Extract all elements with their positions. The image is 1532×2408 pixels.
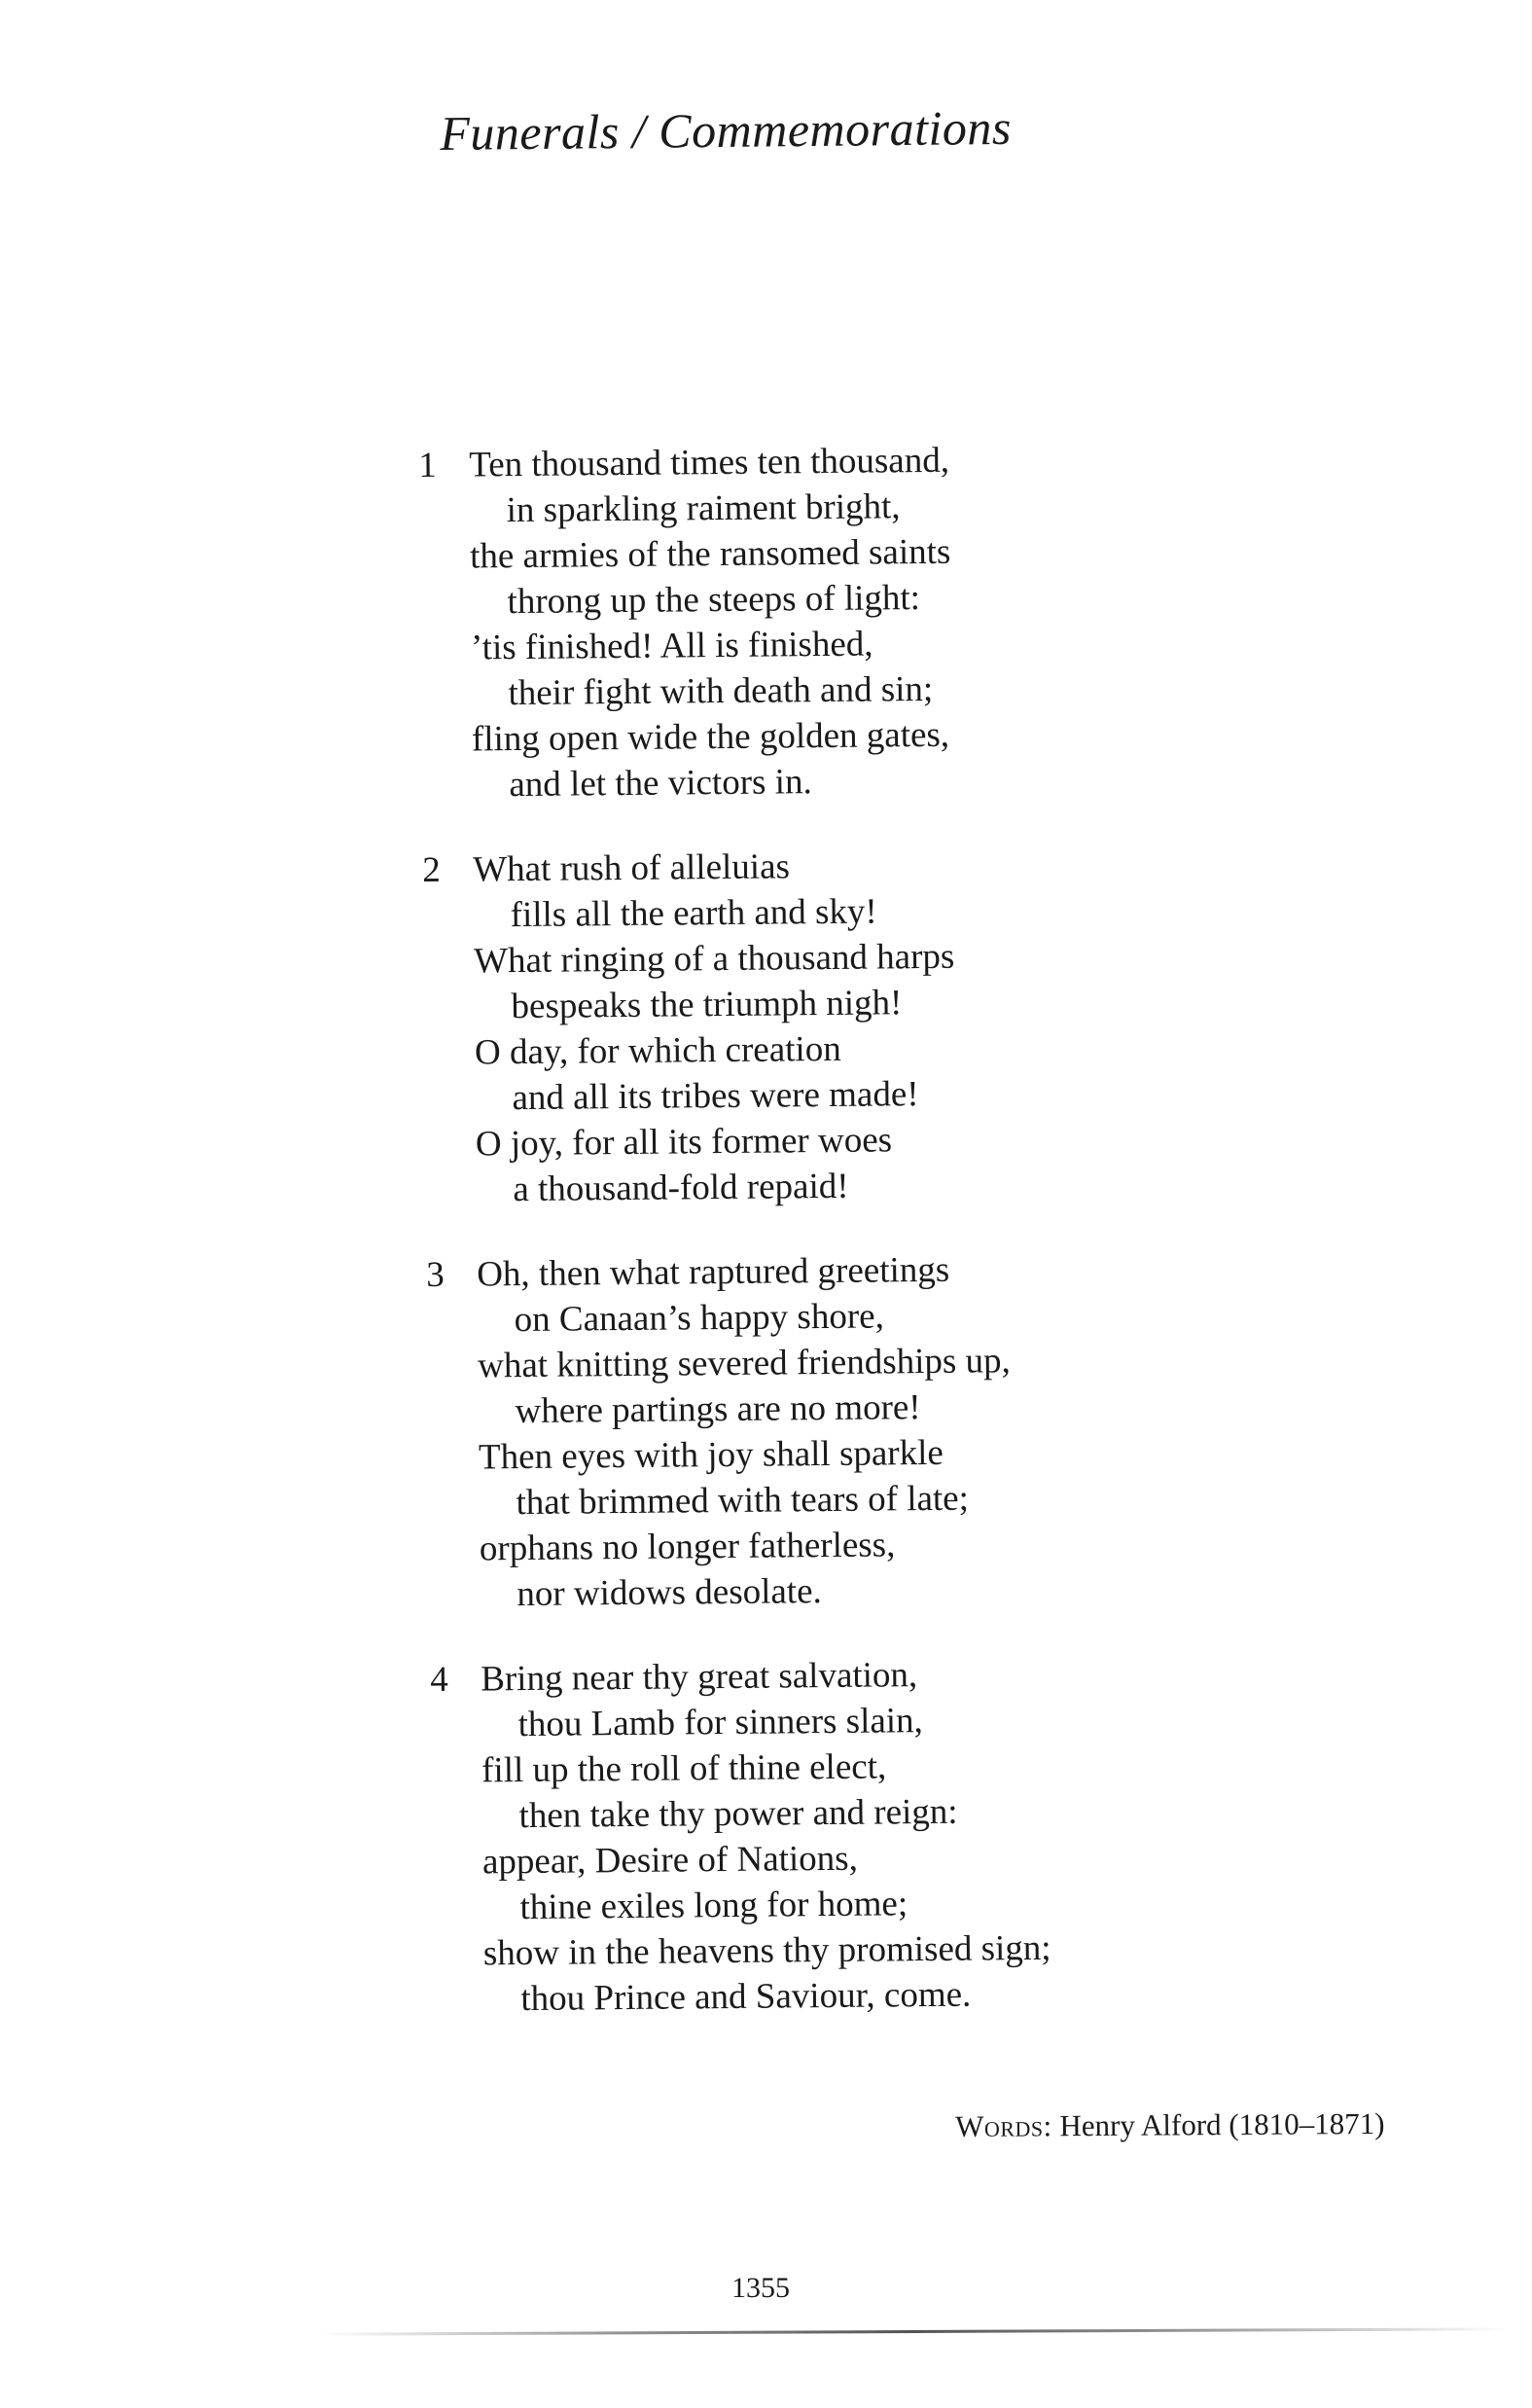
verse-line: appear, Desire of Nations, <box>481 1838 859 1883</box>
verse-line: Bring near thy great salvation, <box>481 1655 918 1700</box>
footer-rule <box>321 2327 1508 2335</box>
verse-1 <box>418 436 1161 809</box>
verse-line: fills all the earth and sky! <box>510 891 877 936</box>
verse-line: thou Lamb for sinners slain, <box>517 1701 924 1745</box>
verse-line: thine exiles long for home; <box>519 1884 909 1928</box>
verse-line: and all its tribes were made! <box>512 1074 919 1119</box>
verse-line: fling open wide the golden gates, <box>471 714 950 760</box>
verse-line: then take thy power and reign: <box>518 1791 958 1837</box>
verse-line: O joy, for all its former woes <box>475 1120 893 1165</box>
verse-line: What rush of alleluias <box>473 846 791 890</box>
verse-line: Oh, then what raptured greetings <box>477 1249 950 1295</box>
words-credit <box>955 2106 1385 2144</box>
verse-3 <box>426 1245 1169 1618</box>
verse-line: fill up the roll of thine elect, <box>481 1746 887 1791</box>
verse-line: a thousand-fold repaid! <box>513 1166 849 1210</box>
credit-label: Words: <box>955 2108 1052 2143</box>
verse-line: their fight with death and sin; <box>508 668 934 714</box>
verse-2 <box>422 841 1165 1213</box>
verse-line: nor widows desolate. <box>517 1571 822 1615</box>
verse-number: 2 <box>422 849 441 890</box>
verse-line: thou Prince and Saviour, come. <box>520 1974 972 2020</box>
verse-line: and let the victors in. <box>509 762 812 806</box>
credit-author: Henry Alford (1810–1871) <box>1059 2105 1385 2143</box>
verse-number: 4 <box>430 1659 448 1700</box>
verse-line: what knitting severed friendships up, <box>477 1341 1011 1386</box>
verse-line: bespeaks the triumph nigh! <box>511 983 903 1027</box>
hymn-text <box>418 436 1173 2062</box>
verse-line: ’tis finished! All is finished, <box>470 624 873 668</box>
verse-line: that brimmed with tears of late; <box>516 1478 970 1524</box>
verse-line: show in the heavens thy promised sign; <box>482 1927 1051 1974</box>
verse-line: Then eyes with joy shall sparkle <box>478 1432 944 1478</box>
verse-4 <box>430 1650 1173 2023</box>
verse-number: 1 <box>418 445 437 485</box>
verse-line: What ringing of a thousand harps <box>473 936 955 982</box>
verse-line: O day, for which creation <box>474 1028 841 1073</box>
verse-number: 3 <box>426 1254 445 1295</box>
verse-line: Ten thousand times ten thousand, <box>469 440 950 485</box>
verse-line: on Canaan’s happy shore, <box>514 1296 885 1341</box>
verse-line: where partings are no more! <box>515 1387 921 1432</box>
verse-line: in sparkling raiment bright, <box>506 486 901 531</box>
verse-line: the armies of the ransomed saints <box>469 531 951 577</box>
page-number: 1355 <box>731 2272 790 2304</box>
verse-line: orphans no longer fatherless, <box>479 1525 896 1569</box>
page-title: Funerals / Commemorations <box>440 99 1013 161</box>
verse-line: throng up the steeps of light: <box>507 578 921 623</box>
